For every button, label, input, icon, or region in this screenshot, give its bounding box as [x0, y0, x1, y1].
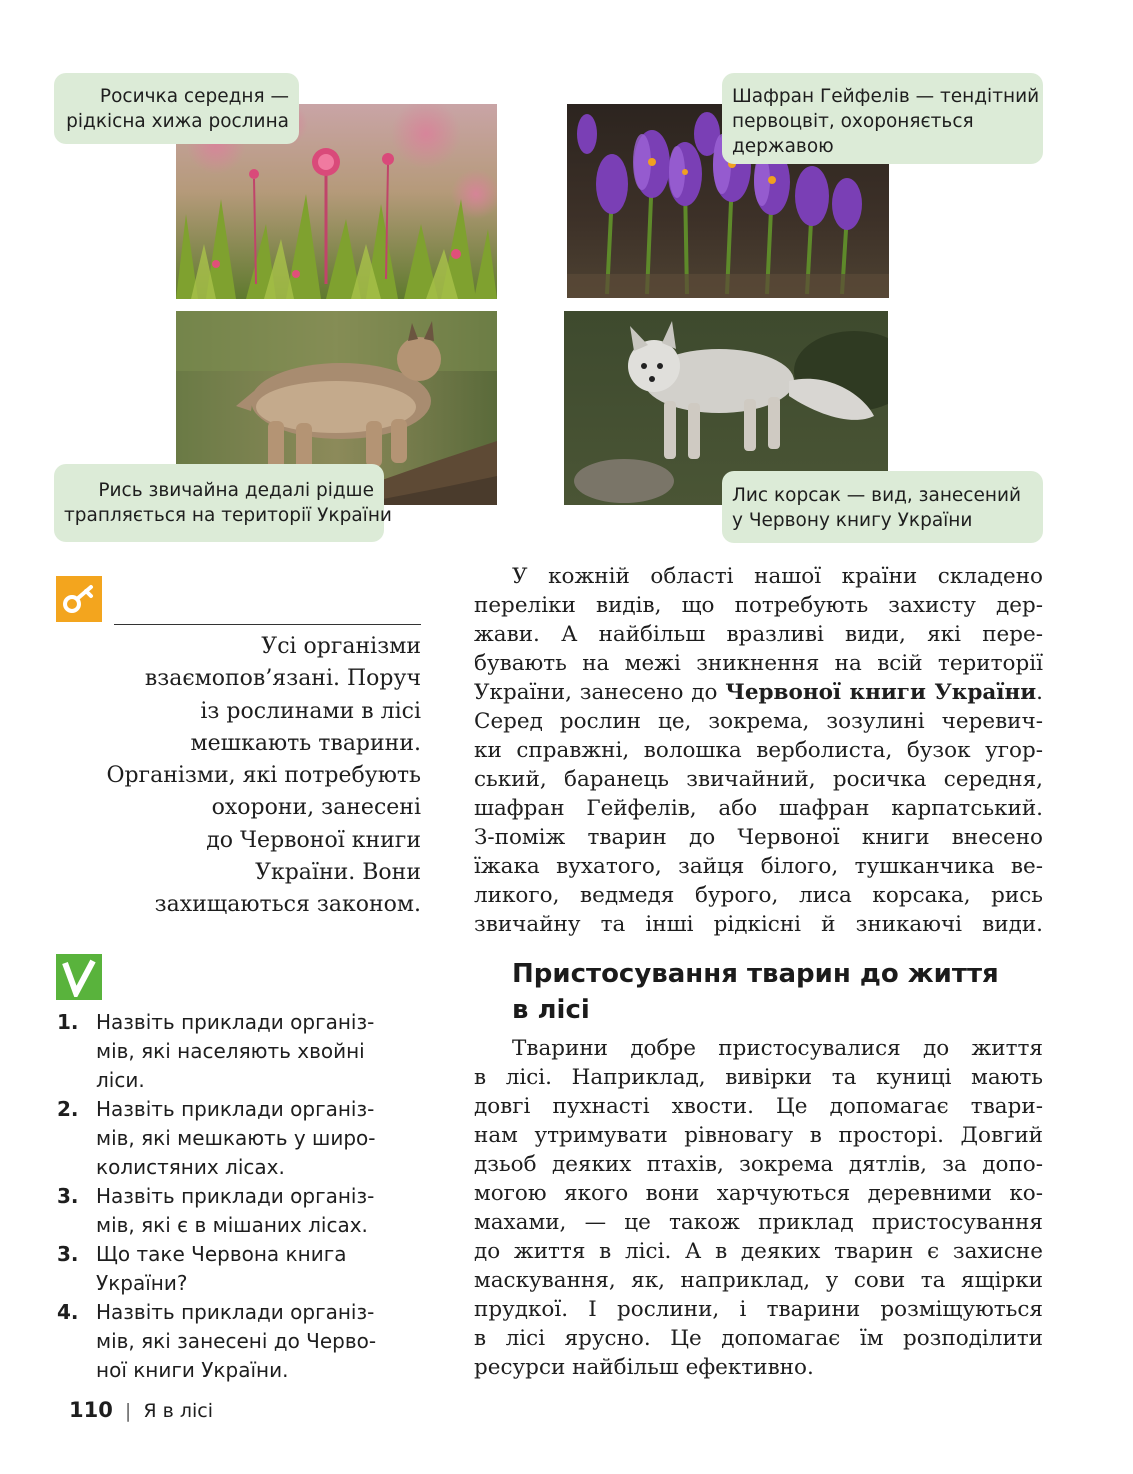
review-questions	[57, 1008, 437, 1385]
question-number: 4.	[57, 1300, 79, 1324]
paragraph-line: ський, баранець звичайний, росичка середня,	[474, 767, 1043, 792]
paragraph-line: нам утримувати рівновагу в просторі. Довгий	[474, 1123, 1043, 1148]
question-line: Що таке Червона книга	[96, 1242, 347, 1266]
question-number: 1.	[57, 1010, 79, 1034]
paragraph-line: переліки видів, що потребують захисту дер-	[474, 593, 1043, 618]
paragraph-line: прудкої. І рослини, і тварини розміщуються	[474, 1297, 1043, 1322]
question-line: Назвіть приклади організ-	[96, 1010, 375, 1034]
summary-line: Організми, які потребують	[106, 763, 421, 789]
section-heading	[512, 956, 1052, 1028]
question-item	[57, 1008, 437, 1095]
paragraph-line: ресурси найбільш ефективно.	[474, 1355, 814, 1380]
paragraph-text: .	[1036, 680, 1043, 705]
question-item	[57, 1240, 437, 1298]
key-icon	[56, 576, 102, 622]
footer-separator: |	[124, 1400, 132, 1422]
caption-line: Шафран Гейфелів — тендітний	[732, 86, 1040, 107]
caption-line: рідкісна хижа рослина	[66, 111, 289, 132]
page-footer	[69, 1398, 213, 1422]
paragraph-line: бувають на межі зникнення на всій території	[474, 651, 1043, 676]
question-item	[57, 1182, 437, 1240]
paragraph-line: їжака вухатого, зайця білого, тушканчика ве-	[474, 854, 1043, 879]
question-line: Назвіть приклади організ-	[96, 1097, 375, 1121]
caption-line: Рись звичайна дедалі рідше	[98, 480, 374, 501]
paragraph-text: України, занесено до	[474, 680, 726, 705]
paragraph-line: шафран Гейфелів, або шафран карпатський.	[474, 796, 1043, 821]
caption-line: Лис корсак — вид, занесений	[732, 485, 1021, 506]
caption-line: Росичка середня —	[99, 86, 289, 107]
section-title: Я в лісі	[143, 1400, 213, 1422]
paragraph-line: могою якого вони харчуються деревними ко-	[474, 1181, 1043, 1206]
paragraph-line: ликого, ведмедя бурого, лиса корсака, рись	[474, 883, 1043, 908]
question-item	[57, 1298, 437, 1385]
page-number: 110	[69, 1398, 113, 1422]
paragraph-line: до життя в лісі. А в деяких тварин є захисне	[474, 1239, 1043, 1264]
paragraph-line: довгі пухнасті хвости. Це допомагає твари-	[474, 1094, 1043, 1119]
paragraph-line: звичайну та інші рідкісні й зникаючі види.	[474, 912, 1043, 937]
paragraph-line: в лісі. Наприклад, вивірки та куниці мають	[474, 1065, 1043, 1090]
paragraph-line: дзьоб деяких птахів, зокрема дятлів, за допо-	[474, 1152, 1043, 1177]
summary-line: України. Вони	[255, 860, 421, 886]
question-line: України?	[96, 1271, 188, 1295]
lynx-caption	[54, 464, 392, 542]
question-line: мів, які занесені до Черво-	[96, 1329, 377, 1353]
key-summary	[55, 631, 421, 922]
question-line: мів, які мешкають у широ-	[96, 1126, 376, 1150]
question-item	[57, 1095, 437, 1182]
question-line: ліси.	[96, 1068, 145, 1092]
heading-line: Пристосування тварин до життя	[512, 959, 999, 989]
summary-line: мешкають тварини.	[190, 730, 421, 756]
checkmark-icon	[56, 954, 102, 1000]
summary-line: захищаються законом.	[154, 892, 421, 918]
summary-line: із рослинами в лісі	[200, 698, 421, 724]
question-number: 3.	[57, 1242, 79, 1266]
caption-line: державою	[732, 136, 834, 157]
paragraph-line	[474, 678, 1043, 707]
adaptation-paragraph	[474, 1034, 1043, 1382]
summary-line: до Червоної книги	[206, 827, 421, 853]
question-line: Назвіть приклади організ-	[96, 1184, 375, 1208]
red-book-paragraph	[474, 562, 1043, 939]
question-number: 3.	[57, 1184, 79, 1208]
summary-line: охорони, занесені	[211, 795, 421, 821]
caption-line: первоцвіт, охороняється	[732, 111, 974, 132]
fox-caption	[722, 471, 1043, 543]
paragraph-line: ки справжні, волошка верболиста, бузок угор-	[474, 738, 1043, 763]
question-line: мів, які населяють хвойні	[96, 1039, 365, 1063]
paragraph-line: З-поміж тварин до Червоної книги внесено	[474, 825, 1043, 850]
crocus-caption	[722, 73, 1043, 164]
red-book-term: Червоної книги України	[725, 680, 1037, 705]
paragraph-line: Серед рослин це, зокрема, зозулині черевич-	[474, 709, 1043, 734]
summary-line: взаємопов’язані. Поруч	[144, 666, 421, 692]
paragraph-line: маскування, як, наприклад, у сови та ящірки	[474, 1268, 1043, 1293]
summary-line: Усі організми	[261, 634, 421, 659]
caption-line: трапляється на території України	[64, 505, 392, 526]
summary-rule	[114, 624, 421, 625]
paragraph-line: Тварини добре пристосувалися до життя	[512, 1036, 1043, 1061]
heading-line: в лісі	[512, 995, 590, 1025]
paragraph-line: жави. А найбільш вразливі види, які пере-	[474, 622, 1043, 647]
paragraph-line: в лісі ярусно. Це допомагає їм розподілити	[474, 1326, 1043, 1351]
question-line: колистяних лісах.	[96, 1155, 285, 1179]
sundew-caption	[54, 73, 299, 144]
paragraph-line: У кожній області нашої країни складено	[512, 564, 1043, 589]
caption-line: у Червону книгу України	[732, 510, 973, 531]
question-line: Назвіть приклади організ-	[96, 1300, 375, 1324]
paragraph-line: махами, — це також приклад пристосування	[474, 1210, 1043, 1235]
question-number: 2.	[57, 1097, 79, 1121]
question-line: ної книги України.	[96, 1358, 289, 1382]
question-line: мів, які є в мішаних лісах.	[96, 1213, 368, 1237]
